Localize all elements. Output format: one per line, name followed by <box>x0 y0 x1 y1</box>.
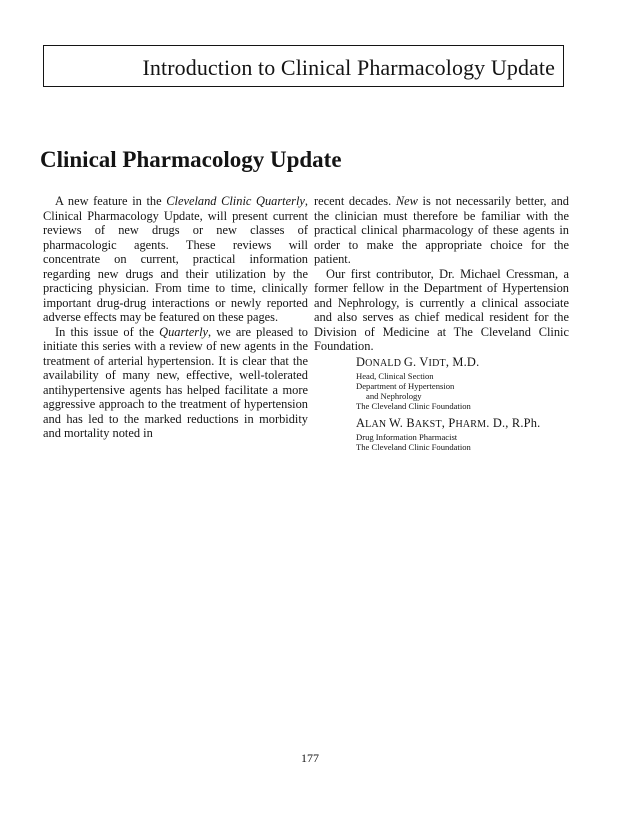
signature-title: Head, Clinical Section <box>356 370 434 381</box>
signature-institution: The Cleveland Clinic Foundation <box>356 441 471 452</box>
left-column <box>43 194 308 441</box>
article-title: Clinical Pharmacology Update <box>40 147 342 172</box>
right-column <box>314 194 569 452</box>
journal-name: Cleveland Clinic Quarterly <box>166 194 305 208</box>
paragraph-continued: recent decades. New is not necessarily better, and the clinician must therefore be familiar with the practical clinical pharmacology of these agents in order to make the appropriate choice for the patient. <box>314 194 569 266</box>
signature-department-cont: and Nephrology <box>366 390 422 401</box>
running-header-title: Introduction to Clinical Pharmacology Update <box>142 55 555 80</box>
running-header-box <box>43 45 564 87</box>
signature-institution: The Cleveland Clinic Foundation <box>356 400 471 411</box>
signature-department: Department of Hypertension <box>356 380 455 391</box>
paragraph-this-issue: In this issue of the Quarterly, we are pleased to initiate this series with a review of new agents in the treatment of arterial hypertension. It is clear that the availability of many new, effective, well-tolerated antihypertensive agents has helped facilitate a more aggressive approach to the treatment of hypertension and has led to the marked reductions in morbidity and mortality noted in <box>43 324 309 440</box>
signature-block <box>356 355 569 411</box>
signature-title: Drug Information Pharmacist <box>356 431 458 442</box>
paragraph-intro: A new feature in the Cleveland Clinic Quarterly, Clinical Pharmacology Update, will present current reviews of new drugs or new classes of pharmacologic agents. These reviews will concentrate on current, practical information regarding new drugs and their utilization by the practicing physician. From time to time, clinically important drug-drug interactions or newly reported adverse effects may be featured on these pages. <box>43 194 308 324</box>
signature-block <box>356 416 569 452</box>
paragraph-contributor: Our first contributor, Dr. Michael Cressman, a former fellow in the Department of Hypertension and Nephrology, is currently a clinical associate and also serves as chief medical resident for the Division of Medicine at The Cleveland Clinic Foundation. <box>314 266 569 353</box>
page-number: 177 <box>301 751 319 765</box>
journal-short-name: Quarterly <box>159 324 209 339</box>
emphasis-new: New <box>395 194 418 208</box>
signature-name: DONALD G. VIDT, M.D. <box>356 354 480 369</box>
signature-name: ALAN W. BAKST, PHARM. D., R.Ph. <box>356 415 541 430</box>
signature-section <box>356 355 569 452</box>
